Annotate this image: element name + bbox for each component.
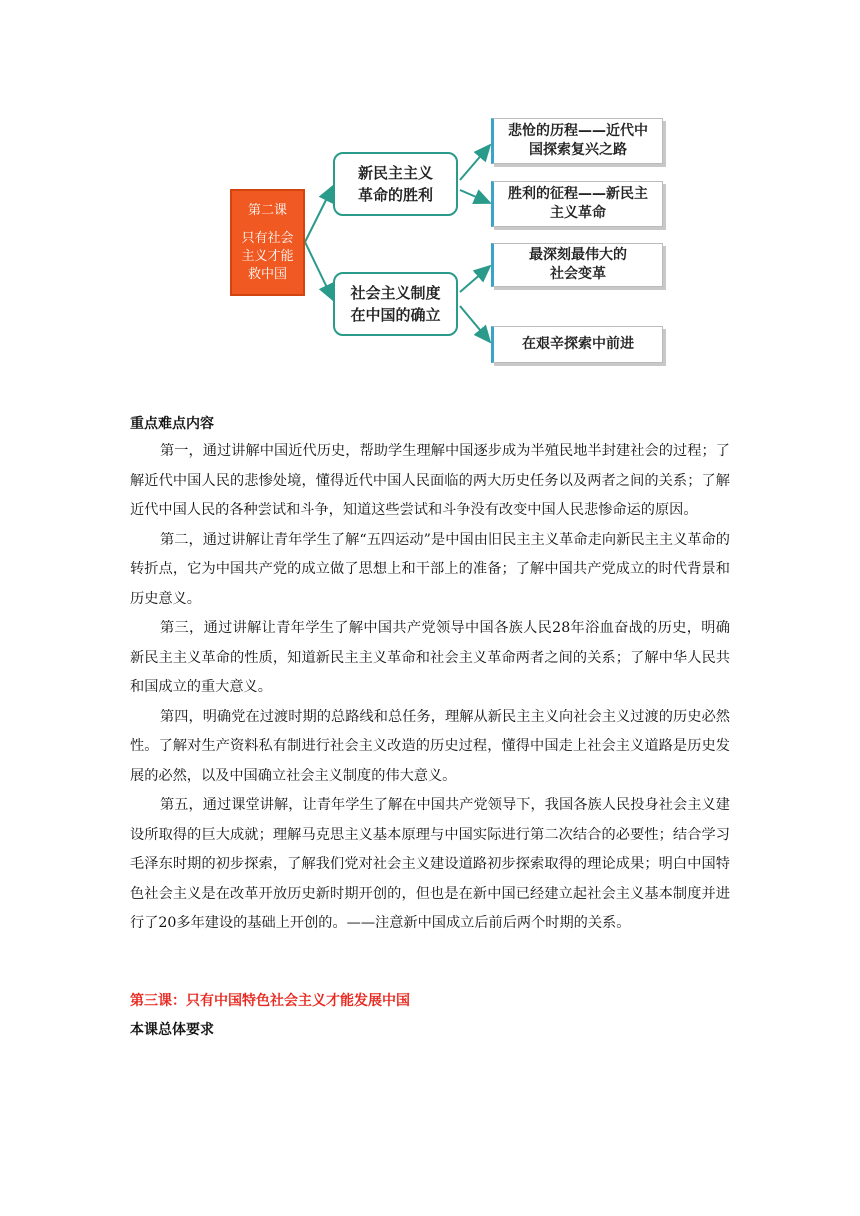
section-heading: 重点难点内容	[130, 416, 214, 432]
body-text	[130, 437, 730, 939]
paragraph-3: 第三，通过讲解让青年学生了解中国共产党领导中国各族人民28年浴血奋战的历史，明确新民主主义革命的性质，知道新民主主义革命和社会主义革命两者之间的关系；了解中华人民共和国成立的重大意义。	[130, 620, 730, 695]
paragraph-5: 第五，通过课堂讲解，让青年学生了解在中国共产党领导下，我国各族人民投身社会主义建设所取得的巨大成就；理解马克思主义基本原理与中国实际进行第二次结合的必要性；结合学习毛泽东时期的初步探索，了解我们党对社会主义建设道路初步探索取得的理论成果；明白中国特色社会主义是在改革开放历史新时期开创的，但也是在新中国已经建立起社会主义基本制度并进行了20多年建设的基础上开创的。——注意新中国成立后前后两个时期的关系。	[130, 797, 730, 931]
branch-node-1: 新民主主义 革命的胜利	[333, 152, 458, 216]
paragraph-4: 第四，明确党在过渡时期的总路线和总任务，理解从新民主主义向社会主义过渡的历史必然性。了解对生产资料私有制进行社会主义改造的历史过程，懂得中国走上社会主义道路是历史发展的必然，以及中国确立社会主义制度的伟大意义。	[130, 708, 730, 784]
leaf-node-2-1: 最深刻最伟大的 社会变革	[491, 243, 663, 287]
root-lesson-title: 只有社会 主义才能 救中国	[241, 230, 294, 282]
branch-node-2: 社会主义制度 在中国的确立	[333, 272, 458, 336]
arrow-branch-1-to-leaf-1	[460, 145, 490, 180]
arrow-branch-1-to-leaf-2	[460, 190, 490, 203]
leaf-node-1-1: 悲怆的历程——近代中 国探索复兴之路	[491, 118, 663, 164]
diagram-root-node	[230, 189, 305, 296]
lesson-title: 第三课：只有中国特色社会主义才能发展中国	[130, 993, 410, 1009]
lesson-subheading: 本课总体要求	[130, 1022, 214, 1038]
arrow-root-to-branch-1	[305, 186, 333, 242]
arrow-root-to-branch-2	[305, 242, 333, 300]
root-lesson-number: 第二课	[247, 202, 287, 218]
leaf-node-1-2: 胜利的征程——新民主 主义革命	[491, 181, 663, 227]
leaf-node-2-2: 在艰辛探索中前进	[491, 326, 663, 363]
paragraph-1: 第一，通过讲解中国近代历史，帮助学生理解中国逐步成为半殖民地半封建社会的过程；了解近代中国人民的悲惨处境，懂得近代中国人民面临的两大历史任务以及两者之间的关系；了解近代中国人民的各种尝试和斗争，知道这些尝试和斗争没有改变中国人民悲惨命运的原因。	[130, 443, 730, 518]
arrow-branch-2-to-leaf-1	[460, 266, 490, 292]
concept-diagram	[0, 0, 860, 380]
paragraph-2: 第二，通过讲解让青年学生了解“五四运动”是中国由旧民主主义革命走向新民主主义革命的转折点，它为中国共产党的成立做了思想上和干部上的准备；了解中国共产党成立的时代背景和历史意义。	[130, 531, 730, 607]
arrow-branch-2-to-leaf-2	[460, 306, 490, 342]
